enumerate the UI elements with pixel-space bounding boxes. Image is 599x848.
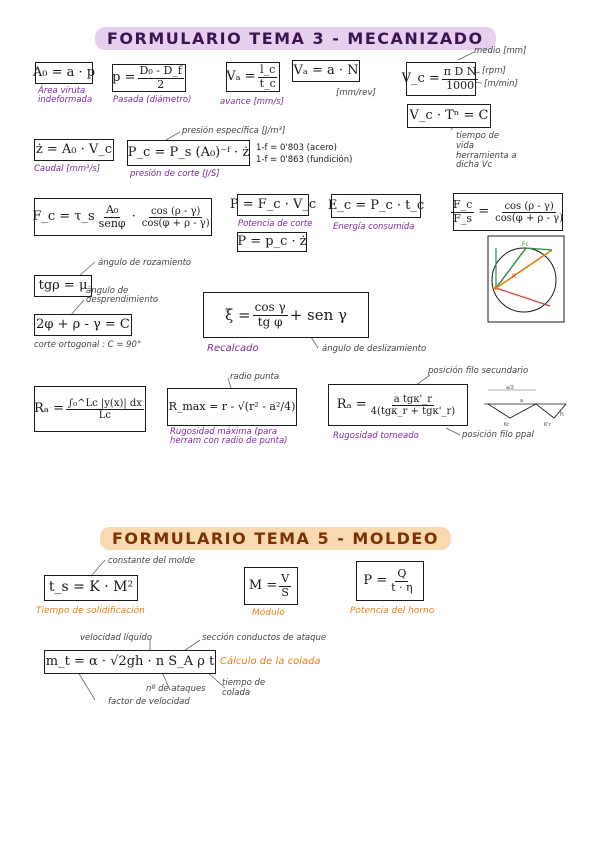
label-calculo-colada: Cálculo de la colada (220, 656, 321, 667)
formula-ratio-fuerzas: $\frac{F\_c}{F\_s}$ = $\frac{\cos (\rho - \gamma)}{\cos(\varphi + \rho - \gamma)}$ (453, 193, 563, 231)
rat-lhs: Rₐ = (336, 396, 367, 412)
recalc-den: tg φ (257, 314, 283, 329)
ratio-num2: cos (ρ - γ) (504, 200, 554, 212)
note-presion-especifica: presión específica [J/m³] (182, 126, 286, 136)
pasada-num: D₀ - D_f (139, 64, 182, 78)
fc-num2: cos (ρ - γ) (151, 205, 201, 217)
formula-taylor: V_c · Tⁿ = C (407, 104, 491, 128)
horno-den: t · η (391, 580, 413, 594)
formula-tiempo-solidificacion: t_s = K · M² (44, 575, 138, 601)
vc-num: π D N (443, 65, 477, 79)
vc-lhs: V_c = (401, 70, 440, 86)
note-vc-mmin: [m/min] (484, 79, 518, 89)
recalc-num: cos γ (254, 300, 286, 315)
note-va-units: [mm/rev] (336, 88, 376, 98)
formula-modulo (244, 567, 298, 605)
diagram-label-kr2: K'r (544, 422, 551, 428)
formula-rugosidad-maxima: R_max = r - √(r² - a²/4) (167, 388, 297, 426)
formula-caudal: ż = A₀ · V_c (34, 139, 114, 161)
pasada-den: 2 (157, 77, 165, 91)
modulo-den: S (281, 585, 289, 599)
svg-text:R: R (512, 273, 517, 280)
formula-area-viruta: A₀ = a · p (35, 62, 93, 84)
modulo-lhs: M = (248, 577, 278, 593)
note-fundicion: 1-f = 0'863 (fundición) (256, 155, 353, 165)
label-recalcado: Recalcado (207, 343, 259, 354)
note-radio-punta: radio punta (230, 372, 280, 382)
note-constante-molde: constante del molde (108, 556, 196, 566)
avance-den: t_c (259, 76, 276, 90)
fc-den2: cos(φ + ρ - γ) (141, 217, 210, 229)
label-energia: Energía consumida (333, 222, 415, 232)
formula-tg-rho: tgρ = μ (34, 275, 92, 297)
ra-num: ∫₀^Lc |y(x)| dx (67, 397, 142, 409)
diagram-label-h: h (560, 411, 564, 418)
label-presion-corte: presión de corte [J/S] (130, 169, 220, 179)
note-rozamiento: ángulo de rozamiento (98, 258, 192, 268)
rugosidad-diagram (480, 384, 570, 428)
ratio-den2: cos(φ + ρ - γ) (495, 212, 564, 224)
label-pasada: Pasada (diámetro) (113, 95, 192, 105)
ra-den: Lc (98, 409, 112, 421)
pasada-lhs: p = (112, 69, 136, 85)
note-corte-ortogonal: corte ortogonal : C = 90° (34, 340, 142, 350)
formula-rugosidad-media (34, 386, 146, 432)
svg-text:Fc: Fc (522, 241, 529, 248)
diagram-label-a2: a/2 (506, 385, 514, 391)
page-title-tema5: FORMULARIO TEMA 5 - MOLDEO (100, 527, 451, 550)
note-factor-velocidad: factor de velocidad (108, 697, 190, 707)
vc-den: 1000 (446, 78, 475, 92)
formula-rugosidad-torneado (328, 384, 468, 426)
label-rugosidad-maxima: Rugosidad máxima (para herram con radio de punta) (170, 427, 288, 447)
note-deslizamiento: ángulo de deslizamiento (322, 344, 427, 354)
formula-pasada (112, 64, 186, 92)
note-acero: 1-f = 0'803 (acero) (256, 143, 337, 153)
label-potencia-horno: Potencia del horno (350, 606, 435, 616)
ra-lhs: Rₐ = (34, 400, 64, 416)
label-potencia: Potencia de corte (238, 219, 313, 229)
formula-merchant: 2φ + ρ - γ = C (34, 314, 132, 336)
horno-lhs: P = (363, 572, 388, 588)
ratio-num1: F_c (452, 198, 473, 212)
note-pos-filo-ppal: posición filo ppal (462, 430, 534, 440)
recalc-rhs: + sen γ (289, 305, 347, 324)
note-vc-diam: medio [mm] (474, 46, 527, 56)
note-desprendimiento: ángulo de desprendimiento (86, 286, 159, 306)
fc-den1: senφ (98, 216, 126, 230)
formula-potencia-2: P = p_c · ż (237, 232, 307, 252)
horno-num: Q (397, 567, 407, 581)
note-num-ataques: nº de ataques (146, 684, 206, 694)
label-rugosidad-torneado: Rugosidad torneado (333, 431, 419, 441)
fc-lhs: F_c = τ_s (32, 208, 95, 224)
avance-lhs: Vₐ = (226, 68, 256, 84)
recalc-lhs: ξ = (224, 305, 251, 324)
formula-potencia: P = F_c · V_c (237, 194, 309, 216)
formula-colada: m_t = α · √2gh · n S_A ρ t (44, 650, 216, 674)
diagram-label-kr: Kr (504, 422, 510, 428)
label-tiempo-solidificacion: Tiempo de solidificación (36, 606, 145, 616)
diagram-label-a: a (520, 398, 524, 404)
rat-den: 4(tgκ_r + tgκ'_r) (370, 405, 456, 417)
formula-energia: E_c = P_c · t_c (331, 194, 421, 218)
rat-num: a tgκ'_r (393, 393, 433, 405)
note-velocidad-liquido: velocidad líquido (80, 633, 153, 643)
note-seccion-conductos: sección conductos de ataque (202, 633, 327, 643)
ratio-den1: F_s (453, 211, 472, 225)
modulo-num: V (281, 572, 290, 586)
label-modulo: Módulo (252, 608, 285, 618)
formula-fuerza-corte: F_c = τ_s $\frac{\text{A₀}}{\text{senφ}}$ · $\frac{\cos (\rho - \gamma)}{\cos(\varphi + \rho - \gamma)}$ (34, 198, 212, 236)
label-area-viruta: Área viruta indeformada (38, 86, 93, 106)
note-vc-rpm: [rpm] (482, 66, 506, 76)
formula-vc (401, 62, 477, 96)
formula-presion-corte: P_c = P_s (A₀)⁻ᶠ · ż (127, 140, 250, 166)
page-title-tema3: FORMULARIO TEMA 3 - MECANIZADO (95, 27, 496, 50)
note-pos-filo-secundario: posición filo secundario (428, 366, 529, 376)
fc-num1: A₀ (105, 203, 119, 217)
label-caudal: Caudal [mm³/s] (34, 164, 101, 174)
avance-num: l_c (260, 63, 276, 77)
note-taylor: tiempo de vida herramienta a dicha Vc (456, 131, 517, 171)
merchant-circle-diagram (486, 234, 566, 324)
note-tiempo-colada: tiempo de colada (222, 678, 266, 698)
formula-va: Vₐ = a · N (292, 60, 360, 82)
label-avance: avance [mm/s] (220, 97, 284, 107)
formula-avance (226, 62, 280, 92)
formula-potencia-horno (356, 561, 424, 601)
formula-recalcado (203, 292, 369, 338)
